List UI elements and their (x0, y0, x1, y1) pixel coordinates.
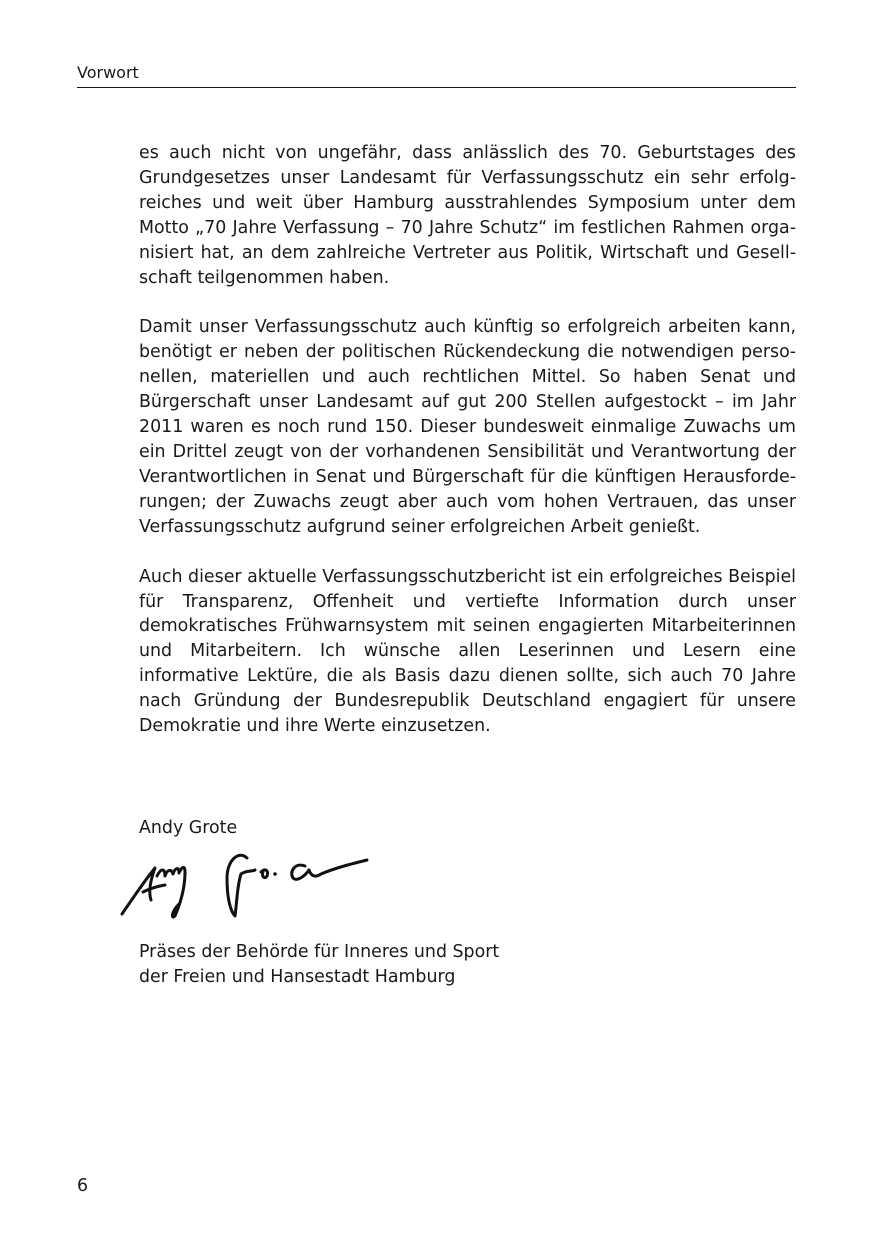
paragraph: Auch dieser aktuelle Verfassungsschutzbericht ist ein erfolgreiches Beispiel für Transparenz, Offenheit und vertiefte Information durch unser demokratisches Frühwarnsystem mit seinen engagierten Mitarbeiterinnen und Mitarbeitern. Ich wünsche allen Leserinnen und Lesern eine informative Lektüre, die als Basis dazu dienen sollte, sich auch 70 Jahre nach Gründung der Bundesrepublik Deutschland engagiert für unsere Demokratie und ihre Werte einzusetzen. (139, 566, 796, 737)
running-header-title: Vorwort (77, 63, 139, 82)
signer-title (139, 940, 499, 990)
page-number: 6 (77, 1176, 89, 1196)
signer-name: Andy Grote (139, 818, 238, 838)
signer-title-line: Präses der Behörde für Inneres und Sport (139, 942, 500, 962)
signer-title-line: der Freien und Hansestadt Hamburg (139, 966, 456, 987)
handwritten-signature (115, 846, 375, 924)
running-header (77, 62, 796, 88)
foreword-body (139, 141, 796, 764)
paragraph: es auch nicht von ungefähr, dass anlässlich des 70. Geburtstages des Grundgesetzes unser Landesamt für Verfassungsschutz ein sehr erfolgreiches und weit über Hamburg ausstrahlendes Symposium unter dem Motto „70 Jahre Verfassung – 70 Jahre Schutz“ im festlichen Rahmen organisiert hat, an dem zahlreiche Vertreter aus Politik, Wirtschaft und Gesellschaft teilgenommen haben. (139, 143, 796, 288)
paragraph: Damit unser Verfassungsschutz auch künftig so erfolgreich arbeiten kann, benötigt er neben der politischen Rückendeckung die notwendigen personellen, materiellen und auch rechtlichen Mittel. So haben Senat und Bürgerschaft unser Landesamt auf gut 200 Stellen aufgestockt – im Jahr 2011 waren es noch rund 150. Dieser bundesweit einmalige Zuwachs um ein Drittel zeugt von der vorhandenen Sensibilität und Verantwortung der Verantwortlichen in Senat und Bürgerschaft für die künftigen Herausforderungen; der Zuwachs zeugt aber auch vom hohen Vertrauen, das unser Verfassungsschutz aufgrund seiner erfolgreichen Arbeit genießt. (139, 317, 796, 537)
